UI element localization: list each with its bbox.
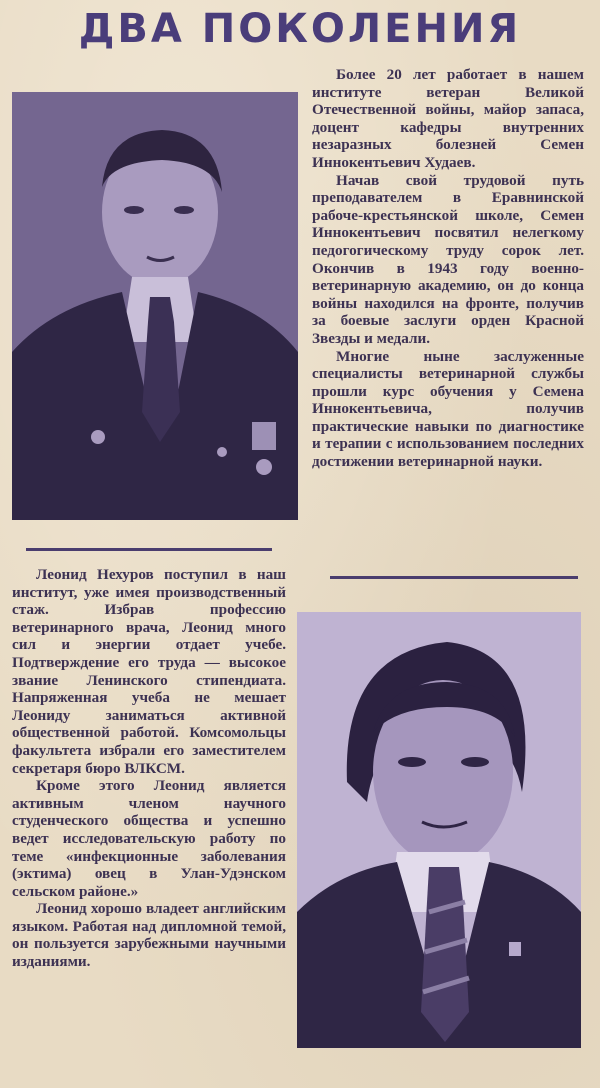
student-paragraph: Кроме этого Леонид является активным членом научного студенческого общества и успешно ведет исследовательскую работу по теме «инфекционные заболевания (эктима) овец в Улан-Удэнском сельском районе.» bbox=[12, 777, 286, 900]
student-paragraph: Леонид хорошо владеет английским языком. Работая над дипломной темой, он пользуется зарубежными научными изданиями. bbox=[12, 900, 286, 971]
student-article bbox=[12, 566, 286, 971]
student-paragraph: Леонид Нехуров поступил в наш институт, уже имея производственный стаж. Избрав профессию ветеринарного врача, Леонид много сил и энергии отдает учебе. Подтверждение его труда — высокое звание Ленинского стипендиата. Напряженная учеба не мешает Леониду заниматься активной общественной работой. Комсомольцы факультета избрали его заместителем секретаря бюро ВЛКСМ. bbox=[12, 566, 286, 777]
veteran-portrait-photo bbox=[12, 92, 298, 520]
divider-rule bbox=[26, 548, 272, 551]
veteran-article bbox=[312, 66, 584, 471]
student-portrait-photo bbox=[297, 612, 581, 1048]
veteran-paragraph: Многие ныне заслуженные специалисты ветеринарной службы прошли курс обучения у Семена Иннокентьевича, получив практические навыки по диагностике и терапии с использованием последних достижении ветеринарной науки. bbox=[312, 347, 584, 471]
veteran-paragraph: Начав свой трудовой путь преподавателем в Еравнинской рабоче-крестьянской школе, Семен Иннокентьевич посвятил нелегкому педогогическому труду сорок лет. Окончив в 1943 году военно-ветеринарную академию, он до конца войны находился на фронте, получив за боевые заслуги орден Красной Звезды и медали. bbox=[312, 171, 584, 347]
veteran-paragraph: Более 20 лет работает в нашем институте ветеран Великой Отечественной войны, майор запаса, доцент кафедры внутренних незаразных болезней Семен Иннокентьевич Худаев. bbox=[312, 66, 584, 171]
divider-rule bbox=[330, 576, 578, 579]
headline: ДВА ПОКОЛЕНИЯ bbox=[78, 6, 522, 52]
